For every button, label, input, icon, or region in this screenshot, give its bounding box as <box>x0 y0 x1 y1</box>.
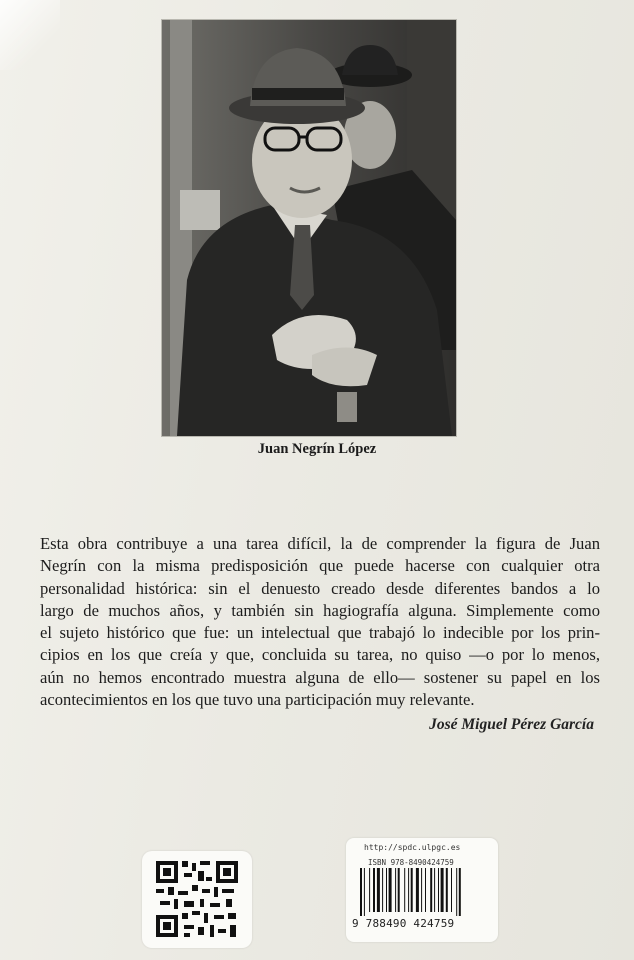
plastic-glare <box>0 0 60 70</box>
blurb-line: cipios en los que creía y que, concluida su tarea, no quiso —o por lo menos, <box>40 645 600 665</box>
barcode-bar <box>411 868 413 912</box>
barcode-bar <box>386 868 387 912</box>
barcode-bar <box>382 868 383 912</box>
blurb-text <box>40 533 600 711</box>
blurb-line: personalidad histórica: sin el denuesto creado desde diferentes bandos a lo <box>40 578 600 598</box>
barcode-bar <box>389 868 392 912</box>
blurb-line: acontecimientos en los que tuvo una participación muy relevante. <box>40 690 475 710</box>
isbn-barcode-sticker <box>346 838 498 942</box>
barcode-digits: 9 788490 424759 <box>352 917 455 930</box>
barcode-bar <box>369 868 370 912</box>
barcode-bar <box>459 868 461 916</box>
blurb-author: José Miguel Pérez García <box>429 716 594 733</box>
barcode-bar <box>425 868 426 912</box>
blurb-line: Esta obra contribuye a una tarea difícil, la de comprender la figura de Juan <box>40 534 600 553</box>
barcode-bar <box>364 868 365 916</box>
barcode-bar <box>395 868 396 912</box>
barcode-bar <box>398 868 400 912</box>
barcode-bar <box>408 868 409 912</box>
barcode-bar <box>421 868 422 912</box>
barcode-bar <box>373 868 375 912</box>
isbn-label: ISBN 978-8490424759 <box>368 858 454 867</box>
qr-sticker <box>142 851 252 948</box>
barcode-bar <box>404 868 405 912</box>
blurb-line: aún no hemos encontrado muestra alguna de ello— sostener su papel en los <box>40 667 600 687</box>
barcode-bar <box>377 868 380 912</box>
photo-caption: Juan Negrín López <box>257 441 377 457</box>
publisher-url: http://spdc.ulpgc.es <box>364 843 461 852</box>
barcode-icon <box>360 868 484 916</box>
barcode-bar <box>360 868 362 916</box>
barcode-bar <box>434 868 435 912</box>
barcode-bar <box>438 868 439 912</box>
barcode-bar <box>441 868 444 912</box>
barcode-bar <box>430 868 432 912</box>
barcode-bar <box>451 868 452 912</box>
blurb-line: Negrín con la misma predisposición que puede hacerse con cualquier otra <box>40 556 600 576</box>
barcode-bar <box>416 868 419 912</box>
blurb-line: el sujeto histórico que fue: un intelectual que trabajó lo indecible por los prin- <box>40 623 600 643</box>
portrait-photo <box>162 20 456 436</box>
blurb-line: largo de muchos años, y también sin hagiografía alguna. Simplemente como <box>40 600 600 620</box>
barcode-bar <box>446 868 448 912</box>
qr-code-icon <box>154 859 240 939</box>
barcode-bar <box>456 868 457 916</box>
